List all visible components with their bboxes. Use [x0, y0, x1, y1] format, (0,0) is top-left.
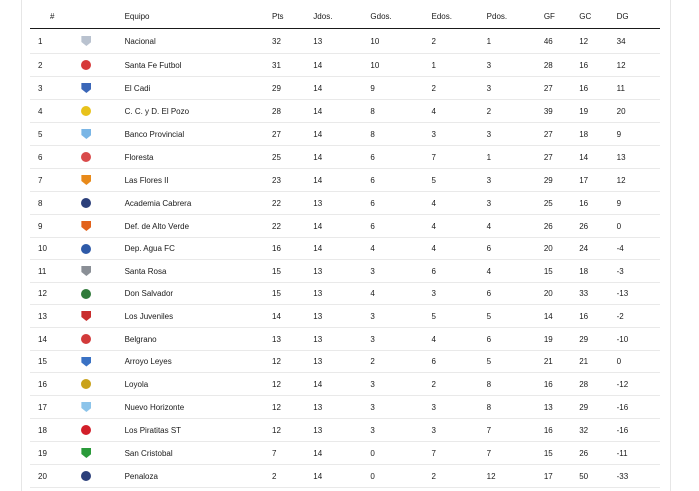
lost-cell: 6: [487, 283, 544, 305]
goals-against-cell: 17: [579, 169, 616, 192]
won-cell: 10: [370, 54, 431, 77]
points-cell: 12: [272, 396, 313, 419]
position-cell: 5: [30, 123, 81, 146]
header-goals-for[interactable]: GF: [544, 4, 579, 29]
goal-difference-cell: -33: [617, 465, 660, 488]
won-cell: 2: [370, 351, 431, 373]
logo-cell: [81, 238, 124, 260]
el-cadi-crest-icon: [81, 83, 91, 93]
logo-cell: [81, 373, 124, 396]
position-cell: 19: [30, 442, 81, 465]
position-cell: 11: [30, 260, 81, 283]
won-cell: 3: [370, 373, 431, 396]
won-cell: 0: [370, 465, 431, 488]
goals-against-cell: 29: [579, 396, 616, 419]
team-name[interactable]: Don Salvador: [125, 283, 272, 305]
los-piratitas-crest-icon: [81, 425, 91, 435]
points-cell: 16: [272, 238, 313, 260]
drawn-cell: 4: [431, 215, 486, 238]
drawn-cell: 2: [431, 465, 486, 488]
position-cell: 16: [30, 373, 81, 396]
goal-difference-cell: -12: [617, 373, 660, 396]
played-cell: 14: [313, 373, 370, 396]
goals-for-cell: 16: [544, 419, 579, 442]
goal-difference-cell: 0: [617, 351, 660, 373]
goal-difference-cell: 20: [617, 100, 660, 123]
drawn-cell: 7: [431, 146, 486, 169]
points-cell: 22: [272, 192, 313, 215]
won-cell: 6: [370, 146, 431, 169]
header-position[interactable]: #: [30, 4, 81, 29]
won-cell: 3: [370, 260, 431, 283]
goals-against-cell: 24: [579, 238, 616, 260]
won-cell: 8: [370, 100, 431, 123]
logo-cell: [81, 77, 124, 100]
points-cell: 28: [272, 100, 313, 123]
logo-cell: [81, 328, 124, 351]
position-cell: 18: [30, 419, 81, 442]
goal-difference-cell: 11: [617, 77, 660, 100]
agua-fc-crest-icon: [81, 244, 91, 254]
goal-difference-cell: -13: [617, 283, 660, 305]
position-cell: 3: [30, 77, 81, 100]
table-row[interactable]: [30, 442, 660, 465]
goals-for-cell: 27: [544, 123, 579, 146]
goals-for-cell: 16: [544, 373, 579, 396]
goals-for-cell: 39: [544, 100, 579, 123]
team-name[interactable]: San Cristobal: [125, 442, 272, 465]
logo-cell: [81, 54, 124, 77]
drawn-cell: 4: [431, 192, 486, 215]
won-cell: 6: [370, 169, 431, 192]
table-row[interactable]: [30, 419, 660, 442]
lost-cell: 7: [487, 419, 544, 442]
points-cell: 32: [272, 29, 313, 54]
team-name[interactable]: Def. de Alto Verde: [125, 215, 272, 238]
position-cell: 8: [30, 192, 81, 215]
won-cell: 4: [370, 283, 431, 305]
team-name[interactable]: Dep. Agua FC: [125, 238, 272, 260]
header-team[interactable]: Equipo: [125, 4, 272, 29]
lost-cell: 3: [487, 192, 544, 215]
drawn-cell: 6: [431, 260, 486, 283]
academia-cabrera-crest-icon: [81, 198, 91, 208]
nacional-crest-icon: [81, 36, 91, 46]
goal-difference-cell: -2: [617, 305, 660, 328]
goal-difference-cell: -16: [617, 396, 660, 419]
goals-against-cell: 14: [579, 146, 616, 169]
goal-difference-cell: 9: [617, 123, 660, 146]
played-cell: 13: [313, 328, 370, 351]
table-row[interactable]: [30, 396, 660, 419]
team-name[interactable]: Arroyo Leyes: [125, 351, 272, 373]
table-row[interactable]: [30, 465, 660, 488]
header-logo: [81, 4, 124, 29]
drawn-cell: 2: [431, 29, 486, 54]
goals-against-cell: 16: [579, 54, 616, 77]
team-name[interactable]: Banco Provincial: [125, 123, 272, 146]
logo-cell: [81, 396, 124, 419]
team-name[interactable]: Academia Cabrera: [125, 192, 272, 215]
header-drawn[interactable]: Edos.: [431, 4, 486, 29]
goals-against-cell: 18: [579, 123, 616, 146]
goals-for-cell: 27: [544, 146, 579, 169]
goal-difference-cell: 9: [617, 192, 660, 215]
goals-against-cell: 29: [579, 328, 616, 351]
header-won[interactable]: Gdos.: [370, 4, 431, 29]
goals-for-cell: 29: [544, 169, 579, 192]
lost-cell: 7: [487, 442, 544, 465]
lost-cell: 3: [487, 123, 544, 146]
drawn-cell: 3: [431, 123, 486, 146]
logo-cell: [81, 215, 124, 238]
played-cell: 14: [313, 238, 370, 260]
table-row[interactable]: [30, 283, 660, 305]
logo-cell: [81, 260, 124, 283]
table-row[interactable]: [30, 373, 660, 396]
played-cell: 13: [313, 29, 370, 54]
goals-for-cell: 20: [544, 238, 579, 260]
played-cell: 13: [313, 419, 370, 442]
goals-against-cell: 16: [579, 77, 616, 100]
goals-against-cell: 21: [579, 351, 616, 373]
table-row[interactable]: [30, 260, 660, 283]
played-cell: 13: [313, 283, 370, 305]
belgrano-crest-icon: [81, 334, 91, 344]
penaloza-crest-icon: [81, 471, 91, 481]
los-juveniles-crest-icon: [81, 311, 91, 321]
played-cell: 13: [313, 192, 370, 215]
goals-for-cell: 27: [544, 77, 579, 100]
floresta-crest-icon: [81, 152, 91, 162]
goals-against-cell: 26: [579, 215, 616, 238]
points-cell: 14: [272, 305, 313, 328]
position-cell: 4: [30, 100, 81, 123]
goal-difference-cell: 34: [617, 29, 660, 54]
alto-verde-crest-icon: [81, 221, 91, 231]
won-cell: 6: [370, 215, 431, 238]
position-cell: 2: [30, 54, 81, 77]
table-row[interactable]: [30, 100, 660, 123]
team-name[interactable]: Santa Rosa: [125, 260, 272, 283]
points-cell: 7: [272, 442, 313, 465]
team-name[interactable]: Nuevo Horizonte: [125, 396, 272, 419]
drawn-cell: 4: [431, 238, 486, 260]
lost-cell: 6: [487, 238, 544, 260]
won-cell: 3: [370, 419, 431, 442]
logo-cell: [81, 29, 124, 54]
won-cell: 6: [370, 192, 431, 215]
team-name[interactable]: Las Flores II: [125, 169, 272, 192]
drawn-cell: 4: [431, 328, 486, 351]
goals-for-cell: 25: [544, 192, 579, 215]
goals-for-cell: 46: [544, 29, 579, 54]
goal-difference-cell: 13: [617, 146, 660, 169]
drawn-cell: 2: [431, 373, 486, 396]
logo-cell: [81, 123, 124, 146]
points-cell: 12: [272, 373, 313, 396]
played-cell: 13: [313, 260, 370, 283]
loyola-crest-icon: [81, 379, 91, 389]
lost-cell: 1: [487, 29, 544, 54]
goals-against-cell: 50: [579, 465, 616, 488]
team-name[interactable]: Los Juveniles: [125, 305, 272, 328]
table-row[interactable]: [30, 305, 660, 328]
table-row[interactable]: [30, 54, 660, 77]
won-cell: 3: [370, 396, 431, 419]
san-cristobal-crest-icon: [81, 448, 91, 458]
logo-cell: [81, 283, 124, 305]
logo-cell: [81, 192, 124, 215]
logo-cell: [81, 465, 124, 488]
goal-difference-cell: 0: [617, 215, 660, 238]
logo-cell: [81, 419, 124, 442]
position-cell: 12: [30, 283, 81, 305]
lost-cell: 5: [487, 305, 544, 328]
position-cell: 9: [30, 215, 81, 238]
goal-difference-cell: -10: [617, 328, 660, 351]
goals-against-cell: 28: [579, 373, 616, 396]
goals-for-cell: 28: [544, 54, 579, 77]
won-cell: 0: [370, 442, 431, 465]
points-cell: 29: [272, 77, 313, 100]
banco-provincial-crest-icon: [81, 129, 91, 139]
santa-rosa-crest-icon: [81, 266, 91, 276]
table-row[interactable]: [30, 29, 660, 54]
header-row: [30, 4, 660, 29]
position-cell: 14: [30, 328, 81, 351]
drawn-cell: 7: [431, 442, 486, 465]
goals-for-cell: 20: [544, 283, 579, 305]
santa-fe-futbol-crest-icon: [81, 60, 91, 70]
team-name[interactable]: Penaloza: [125, 465, 272, 488]
won-cell: 4: [370, 238, 431, 260]
drawn-cell: 1: [431, 54, 486, 77]
header-goals-against[interactable]: GC: [579, 4, 616, 29]
las-flores-crest-icon: [81, 175, 91, 185]
lost-cell: 12: [487, 465, 544, 488]
drawn-cell: 6: [431, 351, 486, 373]
goal-difference-cell: -3: [617, 260, 660, 283]
goals-against-cell: 12: [579, 29, 616, 54]
won-cell: 8: [370, 123, 431, 146]
logo-cell: [81, 169, 124, 192]
goals-against-cell: 18: [579, 260, 616, 283]
drawn-cell: 5: [431, 305, 486, 328]
goals-against-cell: 33: [579, 283, 616, 305]
points-cell: 13: [272, 328, 313, 351]
played-cell: 14: [313, 123, 370, 146]
position-cell: 15: [30, 351, 81, 373]
table-row[interactable]: [30, 351, 660, 373]
played-cell: 13: [313, 351, 370, 373]
arroyo-leyes-crest-icon: [81, 357, 91, 367]
points-cell: 27: [272, 123, 313, 146]
lost-cell: 3: [487, 54, 544, 77]
header-points[interactable]: Pts: [272, 4, 313, 29]
points-cell: 23: [272, 169, 313, 192]
table-row[interactable]: [30, 77, 660, 100]
lost-cell: 6: [487, 328, 544, 351]
goal-difference-cell: 12: [617, 54, 660, 77]
header-goal-difference[interactable]: DG: [617, 4, 660, 29]
position-cell: 1: [30, 29, 81, 54]
team-name[interactable]: Belgrano: [125, 328, 272, 351]
goals-for-cell: 19: [544, 328, 579, 351]
drawn-cell: 4: [431, 100, 486, 123]
goal-difference-cell: -16: [617, 419, 660, 442]
lost-cell: 3: [487, 77, 544, 100]
played-cell: 14: [313, 54, 370, 77]
table-row[interactable]: [30, 169, 660, 192]
points-cell: 25: [272, 146, 313, 169]
team-name[interactable]: Floresta: [125, 146, 272, 169]
position-cell: 7: [30, 169, 81, 192]
points-cell: 12: [272, 351, 313, 373]
drawn-cell: 2: [431, 77, 486, 100]
team-name[interactable]: Nacional: [125, 29, 272, 54]
goals-against-cell: 16: [579, 192, 616, 215]
played-cell: 14: [313, 169, 370, 192]
played-cell: 14: [313, 465, 370, 488]
header-played[interactable]: Jdos.: [313, 4, 370, 29]
header-lost[interactable]: Pdos.: [487, 4, 544, 29]
drawn-cell: 5: [431, 169, 486, 192]
points-cell: 2: [272, 465, 313, 488]
lost-cell: 2: [487, 100, 544, 123]
don-salvador-crest-icon: [81, 289, 91, 299]
lost-cell: 8: [487, 373, 544, 396]
won-cell: 3: [370, 305, 431, 328]
team-name[interactable]: Loyola: [125, 373, 272, 396]
table-row[interactable]: [30, 123, 660, 146]
goals-against-cell: 32: [579, 419, 616, 442]
played-cell: 14: [313, 77, 370, 100]
team-name[interactable]: Santa Fe Futbol: [125, 54, 272, 77]
points-cell: 22: [272, 215, 313, 238]
goals-against-cell: 19: [579, 100, 616, 123]
team-name[interactable]: Los Piratitas ST: [125, 419, 272, 442]
position-cell: 17: [30, 396, 81, 419]
goal-difference-cell: 12: [617, 169, 660, 192]
lost-cell: 8: [487, 396, 544, 419]
goals-for-cell: 15: [544, 442, 579, 465]
played-cell: 14: [313, 215, 370, 238]
points-cell: 15: [272, 260, 313, 283]
position-cell: 6: [30, 146, 81, 169]
logo-cell: [81, 305, 124, 328]
logo-cell: [81, 442, 124, 465]
lost-cell: 5: [487, 351, 544, 373]
played-cell: 13: [313, 305, 370, 328]
goals-for-cell: 15: [544, 260, 579, 283]
won-cell: 9: [370, 77, 431, 100]
logo-cell: [81, 100, 124, 123]
won-cell: 3: [370, 328, 431, 351]
table-row[interactable]: [30, 192, 660, 215]
el-pozo-crest-icon: [81, 106, 91, 116]
played-cell: 13: [313, 396, 370, 419]
points-cell: 15: [272, 283, 313, 305]
goals-for-cell: 17: [544, 465, 579, 488]
played-cell: 14: [313, 100, 370, 123]
logo-cell: [81, 146, 124, 169]
standings-table: [30, 4, 660, 488]
nuevo-horizonte-crest-icon: [81, 402, 91, 412]
drawn-cell: 3: [431, 283, 486, 305]
goal-difference-cell: -4: [617, 238, 660, 260]
table-row[interactable]: [30, 238, 660, 260]
lost-cell: 3: [487, 169, 544, 192]
position-cell: 13: [30, 305, 81, 328]
goals-against-cell: 26: [579, 442, 616, 465]
goal-difference-cell: -11: [617, 442, 660, 465]
goals-for-cell: 13: [544, 396, 579, 419]
standings-body: [30, 29, 660, 488]
table-row[interactable]: [30, 146, 660, 169]
position-cell: 20: [30, 465, 81, 488]
team-name[interactable]: C. C. y D. El Pozo: [125, 100, 272, 123]
won-cell: 10: [370, 29, 431, 54]
position-cell: 10: [30, 238, 81, 260]
played-cell: 14: [313, 146, 370, 169]
goals-for-cell: 21: [544, 351, 579, 373]
lost-cell: 1: [487, 146, 544, 169]
drawn-cell: 3: [431, 396, 486, 419]
table-row[interactable]: [30, 215, 660, 238]
points-cell: 12: [272, 419, 313, 442]
team-name[interactable]: El Cadi: [125, 77, 272, 100]
goals-against-cell: 16: [579, 305, 616, 328]
played-cell: 14: [313, 442, 370, 465]
logo-cell: [81, 351, 124, 373]
goals-for-cell: 26: [544, 215, 579, 238]
goals-for-cell: 14: [544, 305, 579, 328]
points-cell: 31: [272, 54, 313, 77]
table-row[interactable]: [30, 328, 660, 351]
drawn-cell: 3: [431, 419, 486, 442]
lost-cell: 4: [487, 260, 544, 283]
lost-cell: 4: [487, 215, 544, 238]
